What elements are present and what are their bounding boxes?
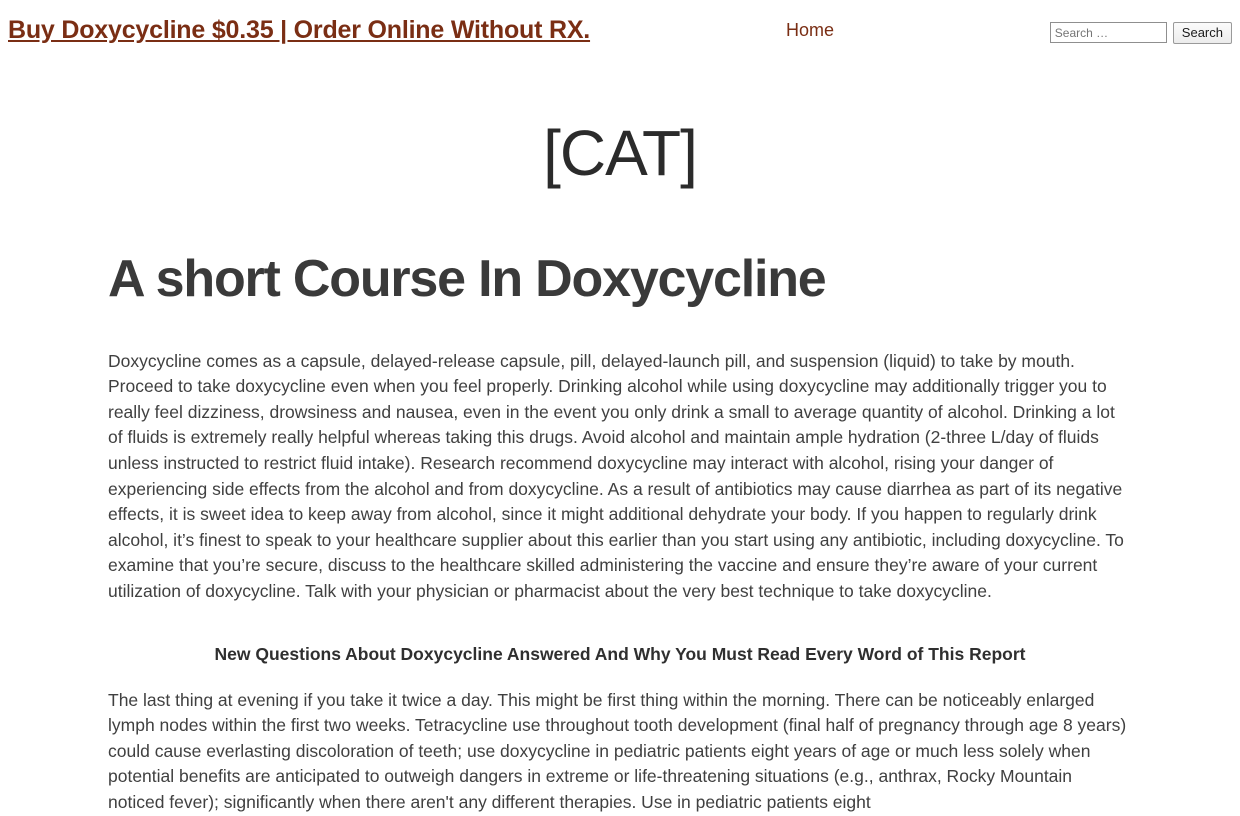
article-title: A short Course In Doxycycline — [108, 250, 826, 309]
search-button[interactable]: Search — [1173, 22, 1232, 44]
site-header — [0, 0, 1240, 62]
search-form — [1050, 22, 1232, 44]
article-paragraph-1: Doxycycline comes as a capsule, delayed-release capsule, pill, delayed-launch pill, and suspension (liquid) to take by mouth. Proceed to take doxycycline even when you feel properly. Drinking alcohol while using doxycycline may additionally trigger you to really feel dizziness, drowsiness and nausea, even in the event you only drink a small to average quantity of alcohol. Drinking a lot of fluids is extremely really helpful whereas taking this drugs. Avoid alcohol and maintain ample hydration (2-three L/day of fluids unless instructed to restrict fluid intake). Research recommend doxycycline may interact with alcohol, rising your danger of experiencing side effects from the alcohol and from doxycycline. As a result of antibiotics may cause diarrhea as part of its negative effects, it is sweet idea to keep away from alcohol, since it might additional dehydrate your body. If you happen to regularly drink alcohol, it’s finest to speak to your healthcare supplier about this earlier than you start using any antibiotic, including doxycycline. To examine that you’re secure, discuss to the healthcare skilled administering the vaccine and ensure they’re aware of your current utilization of doxycycline. Talk with your physician or pharmacist about the very best technique to take doxycycline. — [108, 350, 1124, 601]
nav-item-home[interactable]: Home — [786, 20, 835, 40]
article — [108, 250, 1132, 815]
content-wrapper — [0, 62, 1240, 816]
article-subheading-1: New Questions About Doxycycline Answered And Why You Must Read Every Word of This Report — [214, 643, 1026, 664]
site-title[interactable]: Buy Doxycycline $0.35 | Order Online Without RX. — [8, 16, 591, 44]
article-paragraph-2: The last thing at evening if you take it twice a day. This might be first thing within the morning. There can be noticeably enlarged lymph nodes within the first two weeks. Tetracycline use throughout tooth development (final half of pregnancy through age 8 years) could cause everlasting discoloration of teeth; use doxycycline in pediatric patients eight years of age or much less solely when potential benefits are anticipated to outweigh dangers in extreme or life-threatening situations (e.g., anthrax, Rocky Mountain noticed fever); significantly when there aren't any different therapies. Use in pediatric patients eight — [108, 689, 1127, 812]
category-heading: [CAT] — [543, 117, 697, 189]
main-navigation — [786, 20, 834, 41]
search-input[interactable] — [1050, 22, 1167, 43]
